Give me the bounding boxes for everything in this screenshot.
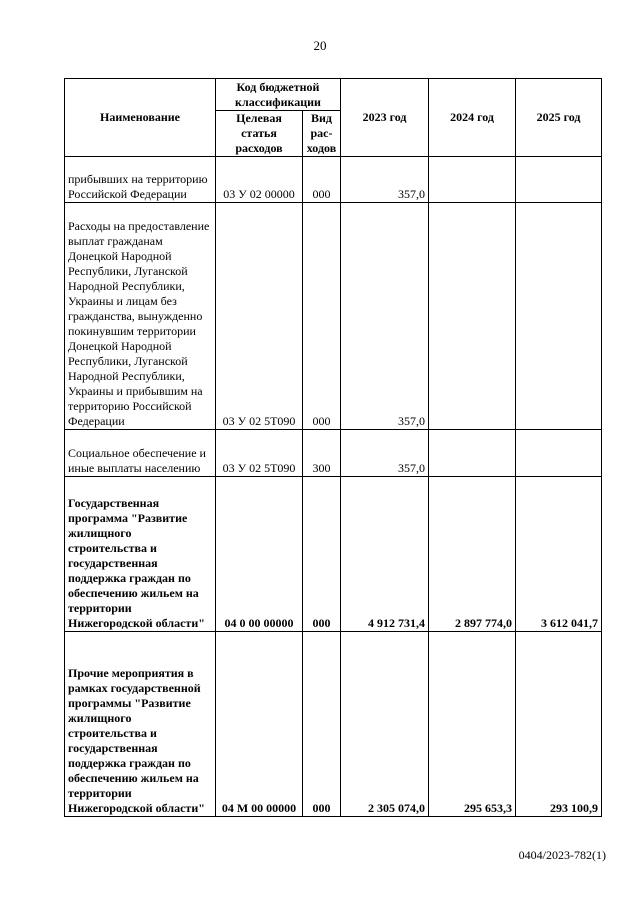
row-name: Расходы на предоставление выплат гражданам Донецкой Народной Республики, Луганской Народной Республики, Украины и лицам без гражданства, вынужденно покинувшим территории Донецкой Народной Республики, Луганской Народной Республики, Украины и прибывшим на территорию Российской Федерации bbox=[65, 203, 216, 430]
row-target: 04 0 00 00000 bbox=[216, 477, 303, 632]
row-target: 04 М 00 00000 bbox=[216, 632, 303, 817]
header-2024: 2024 год bbox=[429, 79, 516, 157]
row-2024: 2 897 774,0 bbox=[429, 477, 516, 632]
row-2023: 2 305 074,0 bbox=[341, 632, 429, 817]
row-2024 bbox=[429, 430, 516, 477]
table-row bbox=[65, 430, 602, 477]
row-target: 03 У 02 00000 bbox=[216, 157, 303, 203]
document-code: 0404/2023-782(1) bbox=[518, 848, 606, 862]
row-target: 03 У 02 5Т090 bbox=[216, 203, 303, 430]
table-row bbox=[65, 632, 602, 817]
row-target: 03 У 02 5Т090 bbox=[216, 430, 303, 477]
row-type: 000 bbox=[303, 157, 341, 203]
row-2025 bbox=[516, 157, 602, 203]
row-2023: 357,0 bbox=[341, 157, 429, 203]
row-2023: 357,0 bbox=[341, 430, 429, 477]
row-type: 000 bbox=[303, 477, 341, 632]
row-2025 bbox=[516, 430, 602, 477]
row-name: прибывших на территорию Российской Федерации bbox=[65, 157, 216, 203]
row-name: Прочие мероприятия в рамках государственной программы "Развитие жилищного строительства и государственная поддержка граждан по обеспечению жильем на территории Нижегородской области" bbox=[65, 632, 216, 817]
header-2023: 2023 год bbox=[341, 79, 429, 157]
header-name: Наименование bbox=[65, 79, 216, 157]
row-name: Государственная программа "Развитие жилищного строительства и государственная поддержка граждан по обеспечению жильем на территории Нижегородской области" bbox=[65, 477, 216, 632]
row-2024: 295 653,3 bbox=[429, 632, 516, 817]
row-type: 300 bbox=[303, 430, 341, 477]
row-type: 000 bbox=[303, 203, 341, 430]
row-type: 000 bbox=[303, 632, 341, 817]
row-2025: 3 612 041,7 bbox=[516, 477, 602, 632]
row-2023: 4 912 731,4 bbox=[341, 477, 429, 632]
budget-table bbox=[64, 78, 602, 817]
table-row bbox=[65, 203, 602, 430]
page-number: 20 bbox=[313, 38, 327, 53]
row-2025 bbox=[516, 203, 602, 430]
row-name: Социальное обеспечение и иные выплаты населению bbox=[65, 430, 216, 477]
header-2025: 2025 год bbox=[516, 79, 602, 157]
row-2023: 357,0 bbox=[341, 203, 429, 430]
row-2024 bbox=[429, 157, 516, 203]
row-2024 bbox=[429, 203, 516, 430]
header-type: Вид рас-ходов bbox=[303, 111, 341, 157]
header-target: Целевая статья расходов bbox=[216, 111, 303, 157]
row-2025: 293 100,9 bbox=[516, 632, 602, 817]
table-row bbox=[65, 157, 602, 203]
table-row bbox=[65, 477, 602, 632]
header-code-group: Код бюджетной классификации bbox=[216, 79, 341, 111]
